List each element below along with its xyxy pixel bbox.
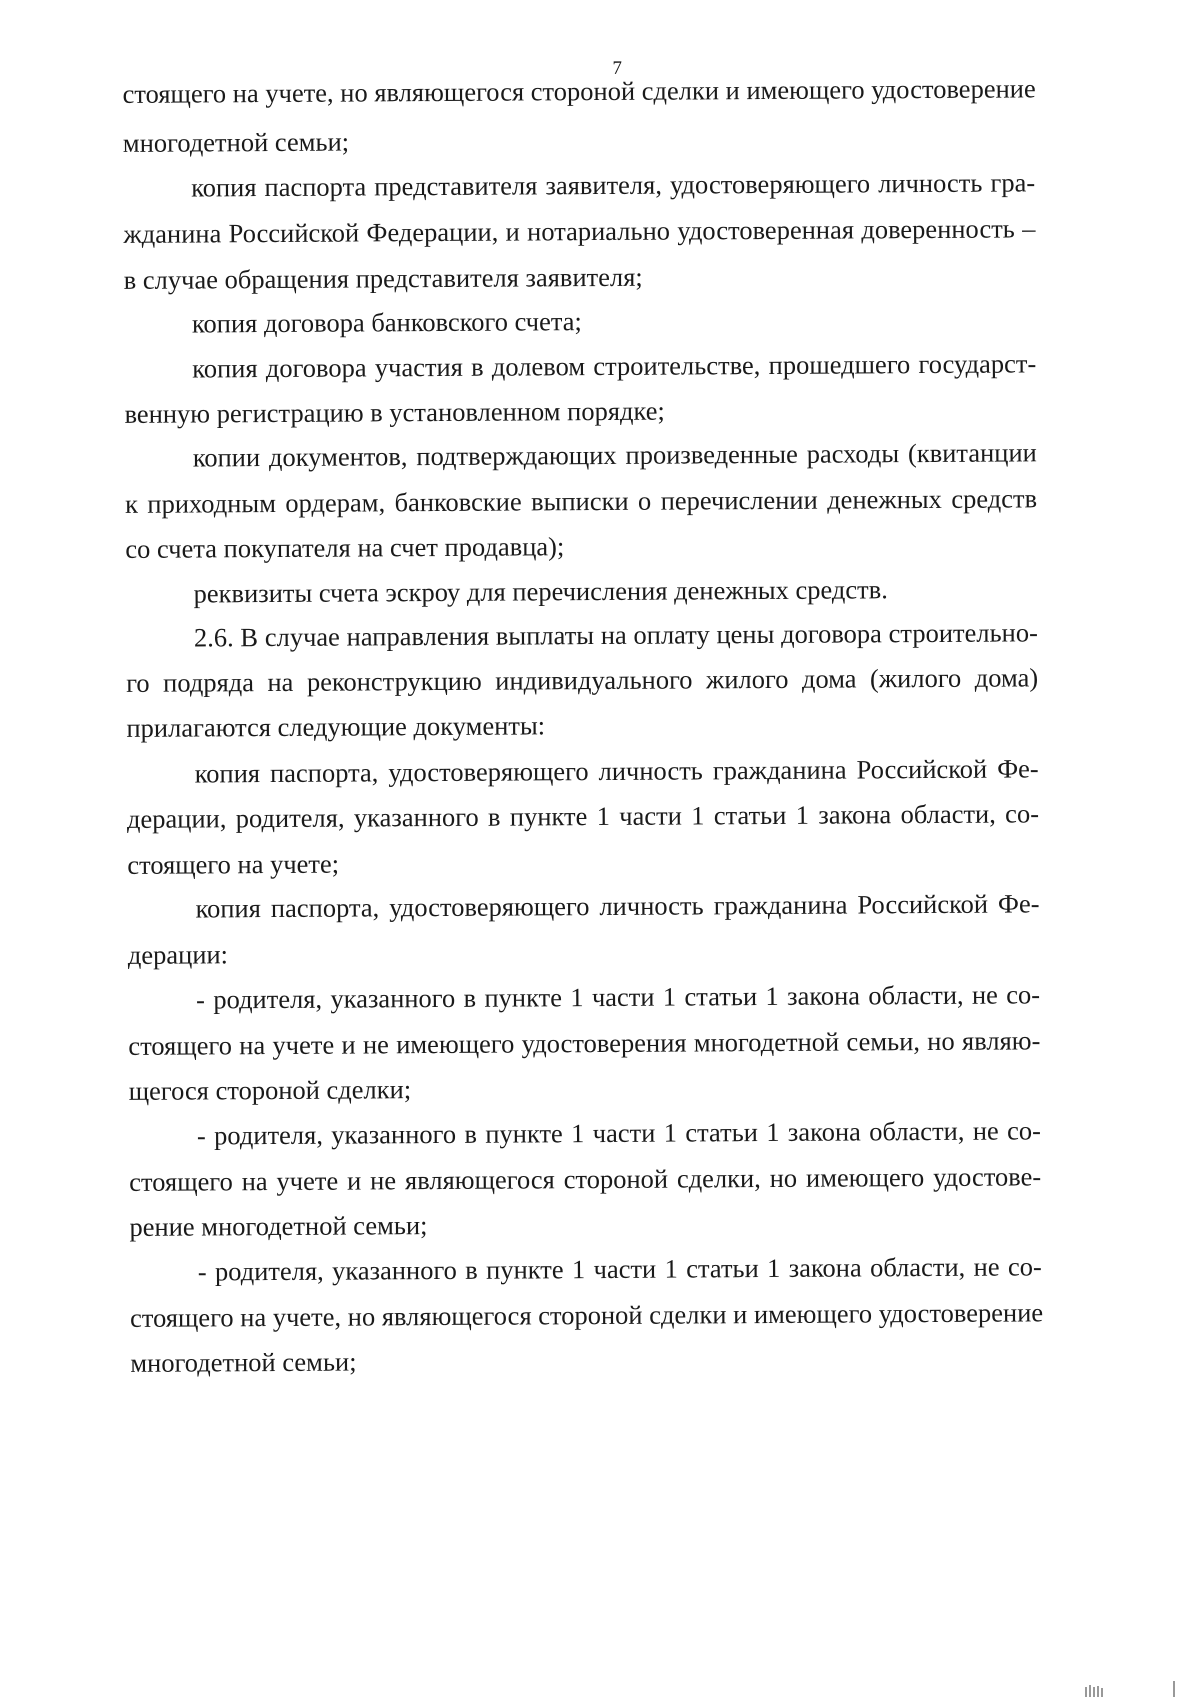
text-line: 2.6. В случае направления выплаты на оплату цены договора строительно-: [193, 617, 1038, 653]
text-line: копия паспорта, удостоверяющего личность гражданина Российской Фе-: [195, 888, 1040, 924]
text-line: дерации, родителя, указанного в пункте 1 части 1 статьи 1 закона области, со-: [126, 798, 1040, 834]
text-line: стоящего на учете и не являющегося стороной сделки, но имеющего удостове-: [129, 1161, 1042, 1197]
text-line: копия паспорта, удостоверяющего личность гражданина Российской Фе-: [194, 753, 1039, 789]
text-line: стоящего на учете, но являющегося стороной сделки и имеющего удостоверение: [129, 1297, 1044, 1333]
text-line: дерации:: [127, 939, 229, 970]
text-line: стоящего на учете и не имеющего удостоверения многодетной семьи, но являю-: [128, 1025, 1041, 1061]
text-line: реквизиты счета эскроу для перечисления денежных средств.: [193, 574, 888, 609]
page-number: 7: [612, 57, 622, 79]
text-line: стоящего на учете, но являющегося стороной сделки и имеющего удостоверение: [122, 73, 1036, 109]
text-line: - родителя, указанного в пункте 1 части 1 статьи 1 закона области, не со-: [196, 1115, 1042, 1151]
text-line: копия договора участия в долевом строительстве, прошедшего государст-: [192, 348, 1037, 384]
text-line: стоящего на учете;: [127, 848, 340, 880]
text-line: - родителя, указанного в пункте 1 части 1 статьи 1 закона области, не со-: [196, 979, 1041, 1015]
text-line: венную регистрацию в установленном порядке;: [124, 395, 665, 429]
text-line: копии документов, подтверждающих произведенные расходы (квитанции: [192, 437, 1037, 473]
text-line: щегося стороной сделки;: [128, 1074, 412, 1106]
text-line: го подряда на реконструкцию индивидуального жилого дома (жилого дома): [126, 662, 1039, 698]
text-line: к приходным ордерам, банковские выписки о перечислении денежных средств: [124, 483, 1038, 519]
text-line: в случае обращения представителя заявителя;: [123, 261, 643, 295]
text-line: - родителя, указанного в пункте 1 части 1 статьи 1 закона области, не со-: [197, 1251, 1042, 1287]
text-line: со счета покупателя на счет продавца);: [125, 531, 565, 564]
scan-artifact-marks: [1000, 1677, 1200, 1697]
text-line: прилагаются следующие документы:: [126, 710, 546, 743]
text-line: многодетной семьи;: [122, 126, 350, 158]
text-line: копия договора банковского счета;: [191, 306, 582, 339]
text-line: рение многодетной семьи;: [129, 1210, 428, 1242]
text-line: жданина Российской Федерации, и нотариально удостоверенная доверенность –: [123, 213, 1036, 249]
text-line: копия паспорта представителя заявителя, удостоверяющего личность гра-: [191, 167, 1036, 203]
text-line: многодетной семьи;: [130, 1346, 357, 1378]
